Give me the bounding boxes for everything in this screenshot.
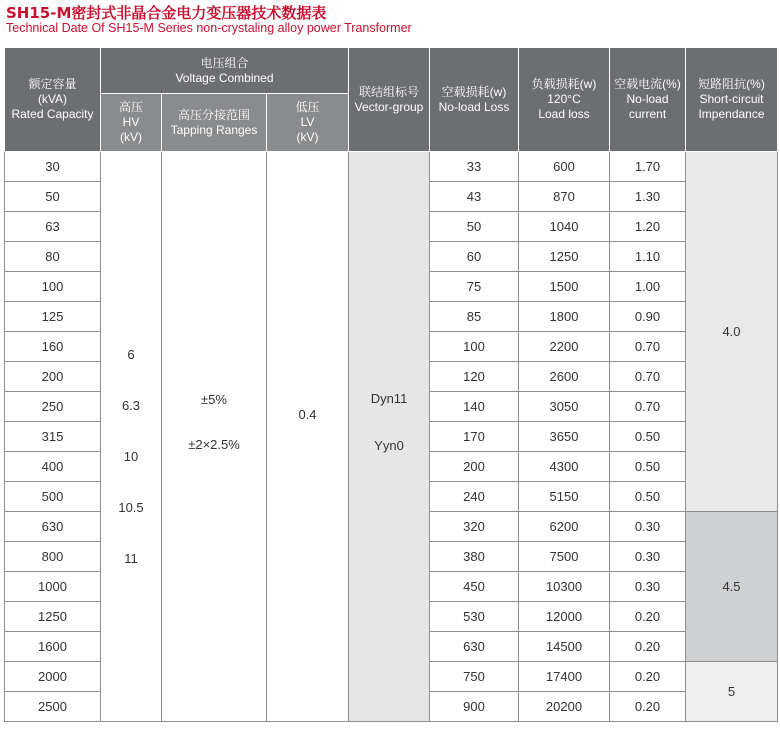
capacity-cell: 100 [5,272,101,302]
no-load-loss-cell: 140 [430,392,519,422]
header-lv-unit: (kV) [296,130,319,144]
header-no-load-loss [430,48,519,152]
no-load-current-cell: 0.30 [610,512,686,542]
header-no-load-current [610,48,686,152]
tapping-value: ±5% [201,391,227,407]
header-no-load-current-en2: current [628,107,667,121]
header-capacity-unit: (kVA) [37,92,68,106]
no-load-current-cell: 0.30 [610,572,686,602]
header-tapping-cn: 高压分接范围 [177,107,250,122]
vector-value: Dyn11 [370,390,408,406]
hv-value: 10.5 [118,500,144,515]
header-impedance-cn: 短路阻抗(%) [698,77,765,91]
header-row-1 [5,48,778,94]
capacity-cell: 315 [5,422,101,452]
impedance-cell: 4.5 [686,512,778,662]
load-loss-cell: 1800 [519,302,610,332]
no-load-loss-cell: 450 [430,572,519,602]
no-load-loss-cell: 630 [430,632,519,662]
header-voltage-en: Voltage Combined [175,70,274,85]
header-hv-en: HV [122,115,140,129]
no-load-loss-cell: 530 [430,602,519,632]
hv-cell [101,152,162,722]
capacity-cell: 1000 [5,572,101,602]
hv-value: 11 [124,551,138,566]
header-capacity [5,48,101,152]
no-load-current-cell: 1.00 [610,272,686,302]
no-load-current-cell: 0.50 [610,452,686,482]
hv-value: 6 [127,347,135,362]
impedance-cell: 4.0 [686,152,778,512]
no-load-current-cell: 0.20 [610,662,686,692]
no-load-loss-cell: 750 [430,662,519,692]
no-load-current-cell: 1.10 [610,242,686,272]
header-impedance-en2: Impendance [698,107,765,121]
no-load-loss-cell: 320 [430,512,519,542]
header-vector-group [349,48,430,152]
load-loss-cell: 3650 [519,422,610,452]
vector-value: Yyn0 [374,437,404,453]
no-load-loss-cell: 380 [430,542,519,572]
no-load-current-cell: 0.90 [610,302,686,332]
load-loss-cell: 1500 [519,272,610,302]
vector-group-cell [349,152,430,722]
capacity-cell: 1250 [5,602,101,632]
no-load-current-cell: 0.20 [610,632,686,662]
header-tapping-en: Tapping Ranges [170,122,258,137]
header-hv-cn: 高压 [118,100,143,114]
no-load-loss-cell: 170 [430,422,519,452]
capacity-cell: 125 [5,302,101,332]
load-loss-cell: 1250 [519,242,610,272]
load-loss-cell: 12000 [519,602,610,632]
header-no-load-current-en1: No-load [626,92,669,106]
lv-cell [267,152,349,722]
capacity-cell: 200 [5,362,101,392]
hv-value: 10 [123,449,139,464]
load-loss-cell: 6200 [519,512,610,542]
hv-value: 6.3 [121,398,141,413]
capacity-cell: 2500 [5,692,101,722]
no-load-loss-cell: 75 [430,272,519,302]
no-load-current-cell: 0.30 [610,542,686,572]
capacity-cell: 800 [5,542,101,572]
no-load-current-cell: 0.70 [610,392,686,422]
load-loss-cell: 7500 [519,542,610,572]
no-load-loss-cell: 240 [430,482,519,512]
header-hv [101,94,162,152]
capacity-cell: 50 [5,182,101,212]
load-loss-cell: 1040 [519,212,610,242]
no-load-loss-cell: 43 [430,182,519,212]
page-title: SH15-M密封式非晶合金电力变压器技术数据表 [6,4,327,22]
load-loss-cell: 600 [519,152,610,182]
header-lv [267,94,349,152]
impedance-cell: 5 [686,662,778,722]
header-load-loss-temp: 120°C [547,92,581,106]
table-row [5,152,778,182]
no-load-current-cell: 1.30 [610,182,686,212]
header-impedance-en1: Short-circuit [699,92,764,106]
capacity-cell: 2000 [5,662,101,692]
header-load-loss-en: Load loss [538,107,590,121]
no-load-current-cell: 0.20 [610,692,686,722]
load-loss-cell: 3050 [519,392,610,422]
lv-value: 0.4 [298,406,317,422]
capacity-cell: 160 [5,332,101,362]
spec-table [4,47,778,722]
tapping-cell [162,152,267,722]
header-lv-cn: 低压 [295,100,320,114]
load-loss-cell: 2200 [519,332,610,362]
capacity-cell: 400 [5,452,101,482]
header-impedance [686,48,778,152]
no-load-current-cell: 0.70 [610,332,686,362]
capacity-cell: 250 [5,392,101,422]
header-vector-cn: 联结组标号 [358,84,419,99]
capacity-cell: 500 [5,482,101,512]
header-load-loss [519,48,610,152]
tapping-value: ±2×2.5% [188,436,240,452]
no-load-current-cell: 1.70 [610,152,686,182]
load-loss-cell: 20200 [519,692,610,722]
no-load-loss-cell: 100 [430,332,519,362]
load-loss-cell: 5150 [519,482,610,512]
header-voltage-combined [101,48,349,94]
load-loss-cell: 870 [519,182,610,212]
header-load-loss-cn: 负载损耗(w) [531,77,597,91]
page-subtitle: Technical Date Of SH15-M Series non-crystaling alloy power Transformer [6,21,412,35]
no-load-loss-cell: 85 [430,302,519,332]
no-load-current-cell: 0.70 [610,362,686,392]
header-no-load-current-cn: 空载电流(%) [614,77,681,91]
no-load-current-cell: 0.20 [610,602,686,632]
no-load-loss-cell: 50 [430,212,519,242]
load-loss-cell: 4300 [519,452,610,482]
load-loss-cell: 10300 [519,572,610,602]
header-no-load-loss-en: No-load Loss [438,99,510,114]
capacity-cell: 63 [5,212,101,242]
load-loss-cell: 17400 [519,662,610,692]
header-hv-unit: (kV) [120,130,142,144]
load-loss-cell: 14500 [519,632,610,662]
header-voltage-cn: 电压组合 [200,55,249,70]
no-load-loss-cell: 200 [430,452,519,482]
header-no-load-loss-cn: 空载损耗(w) [441,84,507,99]
header-lv-en: LV [300,115,315,129]
no-load-loss-cell: 60 [430,242,519,272]
capacity-cell: 1600 [5,632,101,662]
header-capacity-en: Rated Capacity [11,107,94,121]
no-load-current-cell: 1.20 [610,212,686,242]
no-load-loss-cell: 120 [430,362,519,392]
header-vector-en: Vector-group [354,99,424,114]
no-load-current-cell: 0.50 [610,422,686,452]
capacity-cell: 80 [5,242,101,272]
header-tapping [162,94,267,152]
load-loss-cell: 2600 [519,362,610,392]
no-load-loss-cell: 900 [430,692,519,722]
no-load-current-cell: 0.50 [610,482,686,512]
header-capacity-cn: 额定容量 [28,77,77,91]
capacity-cell: 30 [5,152,101,182]
no-load-loss-cell: 33 [430,152,519,182]
capacity-cell: 630 [5,512,101,542]
